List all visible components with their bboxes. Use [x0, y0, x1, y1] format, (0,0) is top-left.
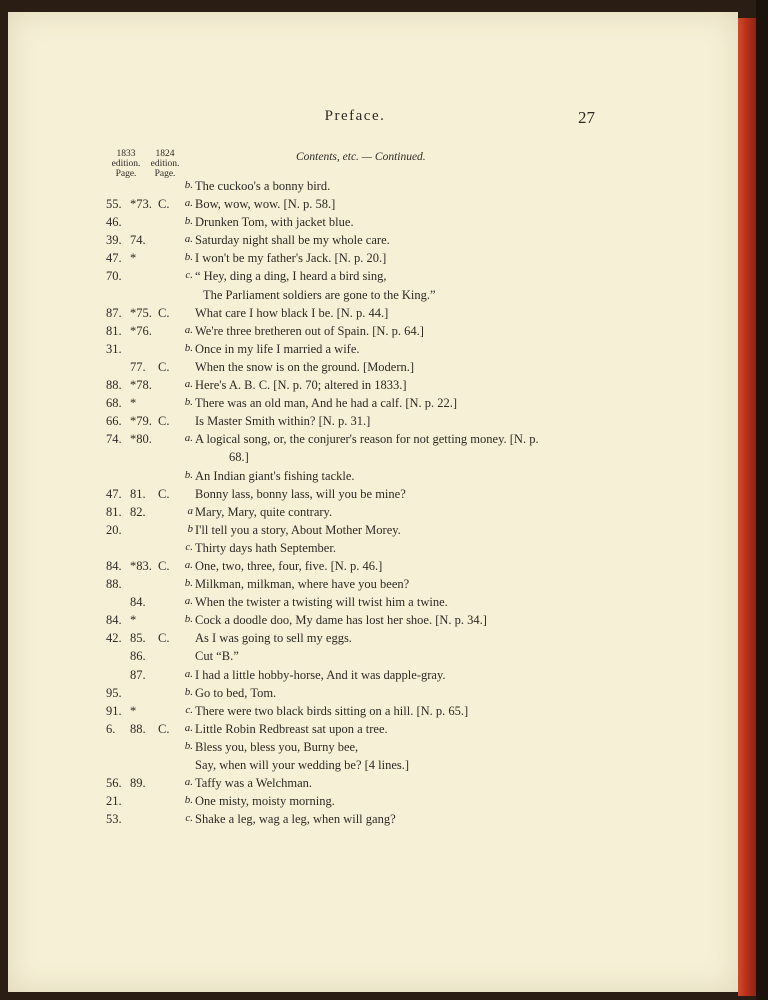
item-letter: b.	[184, 468, 193, 481]
item-letter: b.	[184, 341, 193, 354]
page-1833: 87.	[106, 305, 122, 320]
item-letter: c.	[185, 269, 193, 282]
page-1833: 47.	[106, 486, 122, 501]
contents-header: Contents, etc. — Continued.	[296, 151, 426, 163]
c-marker: C.	[158, 305, 170, 320]
page-1824: 87.	[130, 667, 146, 682]
page-1833: 84.	[106, 558, 122, 573]
entry-text: Taffy was a Welchman.	[195, 776, 313, 791]
entry-text: What care I how black I be. [N. p. 44.]	[195, 305, 389, 320]
page-1824: 84.	[130, 595, 146, 610]
list-item	[0, 215, 730, 233]
entry-text: The Parliament soldiers are gone to the King.”	[203, 287, 436, 302]
entry-text: I'll tell you a story, About Mother Morey.	[195, 522, 401, 537]
c-marker: C.	[158, 197, 170, 212]
page-1833: 95.	[106, 685, 122, 700]
page-1833: 88.	[106, 577, 122, 592]
list-item	[0, 396, 730, 414]
item-letter: b.	[184, 739, 193, 752]
item-letter: a.	[184, 595, 193, 608]
item-letter: a.	[184, 378, 193, 391]
entry-text: We're three bretheren out of Spain. [N. p. 64.]	[195, 323, 424, 338]
entry-text: An Indian giant's fishing tackle.	[195, 468, 355, 483]
page-1833: 88.	[106, 378, 122, 393]
entry-text: A logical song, or, the conjurer's reason for not getting money. [N. p.	[195, 432, 539, 447]
list-item	[0, 722, 730, 740]
entry-text: Shake a leg, wag a leg, when will gang?	[195, 812, 396, 827]
item-letter: b.	[184, 685, 193, 698]
entry-text: Milkman, milkman, where have you been?	[195, 577, 410, 592]
item-letter: c.	[185, 540, 193, 553]
page-1833: 56.	[106, 776, 122, 791]
entry-text: One misty, moisty morning.	[195, 794, 335, 809]
item-letter: a.	[184, 558, 193, 571]
page-1833: 68.	[106, 396, 122, 411]
page-red-edge	[738, 18, 756, 996]
item-letter: b.	[184, 179, 193, 191]
column-header-1833-text: 1833 edition. Page.	[111, 149, 141, 179]
entry-text: Bless you, bless you, Burny bee,	[195, 739, 359, 754]
page-1833: 20.	[106, 522, 122, 537]
entry-text: Bonny lass, bonny lass, will you be mine?	[195, 486, 406, 501]
c-marker: C.	[158, 359, 170, 374]
page-1824: 88.	[130, 721, 146, 736]
c-marker: C.	[158, 414, 170, 429]
page-1824: *79.	[130, 414, 152, 429]
entry-text: The cuckoo's a bonny bird.	[195, 179, 331, 193]
column-header-1833	[104, 149, 148, 179]
list-item	[0, 505, 730, 523]
page-1833: 53.	[106, 812, 122, 827]
entry-text: There were two black birds sitting on a hill. [N. p. 65.]	[195, 703, 469, 718]
list-item	[0, 523, 730, 541]
entry-text: Go to bed, Tom.	[195, 685, 277, 700]
entry-text: There was an old man, And he had a calf. [N. p. 22.]	[195, 396, 458, 411]
entry-text: Cut “B.”	[195, 649, 239, 664]
list-item	[0, 631, 730, 649]
page-1833: 55.	[106, 197, 122, 212]
entry-text: One, two, three, four, five. [N. p. 46.]	[195, 558, 383, 573]
page-1833: 66.	[106, 414, 122, 429]
page-1824: *83.	[130, 558, 152, 573]
page-1824: 89.	[130, 776, 146, 791]
page-1824: *	[130, 613, 137, 628]
page-1824: 81.	[130, 486, 146, 501]
page-1833: 74.	[106, 432, 122, 447]
page-1824: *80.	[130, 432, 152, 447]
page-1824: *78.	[130, 378, 152, 393]
list-item	[0, 469, 730, 487]
list-item	[0, 251, 730, 269]
page-1824: 85.	[130, 631, 146, 646]
item-letter: a.	[184, 197, 193, 210]
item-letter: b.	[184, 577, 193, 590]
c-marker: C.	[158, 721, 170, 736]
list-item	[0, 197, 730, 215]
scan-right-border	[756, 0, 768, 1000]
item-letter: c.	[185, 703, 193, 716]
page-1833: 70.	[106, 269, 122, 284]
list-item	[0, 794, 730, 812]
entry-text: Bow, wow, wow. [N. p. 58.]	[195, 197, 336, 212]
list-item	[0, 577, 730, 595]
list-item	[0, 233, 730, 251]
entry-text: As I was going to sell my eggs.	[195, 631, 352, 646]
list-item	[0, 450, 730, 468]
list-item	[0, 812, 730, 830]
item-letter: b	[187, 522, 193, 535]
list-item	[0, 432, 730, 450]
entry-text: 68.]	[229, 450, 249, 465]
item-letter: b.	[184, 613, 193, 626]
entry-text: Say, when will your wedding be? [4 lines.]	[195, 758, 410, 772]
list-item	[0, 595, 730, 613]
item-letter: b.	[184, 215, 193, 228]
list-item	[0, 306, 730, 324]
page-1833: 42.	[106, 631, 122, 646]
list-item	[0, 668, 730, 686]
list-item	[0, 613, 730, 631]
entry-text: Mary, Mary, quite contrary.	[195, 504, 333, 519]
item-letter: a.	[184, 233, 193, 246]
page-1833: 84.	[106, 613, 122, 628]
page-1824: *76.	[130, 323, 152, 338]
item-letter: a.	[184, 432, 193, 445]
running-title: Preface.	[324, 108, 386, 124]
contents-list	[0, 179, 730, 830]
page-1833: 47.	[106, 251, 122, 266]
scan-top-border	[0, 0, 768, 12]
page-1824: 82.	[130, 504, 146, 519]
entry-text: “ Hey, ding a ding, I heard a bird sing,	[195, 269, 387, 284]
page-1824: *	[130, 703, 137, 718]
list-item	[0, 414, 730, 432]
list-item	[0, 740, 730, 758]
list-item	[0, 269, 730, 287]
page-1833: 31.	[106, 341, 122, 356]
entry-text: I won't be my father's Jack. [N. p. 20.]	[195, 251, 387, 266]
page-1833: 46.	[106, 215, 122, 230]
item-letter: b.	[184, 794, 193, 807]
entry-text: When the snow is on the ground. [Modern.]	[195, 359, 415, 374]
page-1824: 86.	[130, 649, 146, 664]
entry-text: Once in my life I married a wife.	[195, 341, 360, 356]
item-letter: a.	[184, 667, 193, 680]
c-marker: C.	[158, 486, 170, 501]
list-item	[0, 704, 730, 722]
entry-text: Drunken Tom, with jacket blue.	[195, 215, 354, 230]
c-marker: C.	[158, 631, 170, 646]
page-1833: 39.	[106, 233, 122, 248]
page-1824: *	[130, 396, 137, 411]
page-number: 27	[578, 108, 595, 127]
entry-text: Little Robin Redbreast sat upon a tree.	[195, 721, 388, 736]
entry-text: Is Master Smith within? [N. p. 31.]	[195, 414, 371, 429]
list-item	[0, 360, 730, 378]
page-1833: 81.	[106, 504, 122, 519]
list-item	[0, 541, 730, 559]
page-1824: 77.	[130, 359, 146, 374]
list-item	[0, 288, 730, 306]
column-header-1824-text: 1824 edition. Page.	[150, 149, 180, 179]
c-marker: C.	[158, 558, 170, 573]
page-1833: 21.	[106, 794, 122, 809]
page-1824: *75.	[130, 305, 152, 320]
list-item	[0, 649, 730, 667]
page-1824: *	[130, 251, 137, 266]
list-item	[0, 686, 730, 704]
list-item	[0, 324, 730, 342]
item-letter: a.	[184, 721, 193, 734]
entry-text: Cock a doodle doo, My dame has lost her shoe. [N. p. 34.]	[195, 613, 487, 628]
item-letter: a.	[184, 323, 193, 336]
list-item	[0, 758, 730, 776]
list-item	[0, 179, 730, 197]
item-letter: a	[187, 504, 193, 517]
page-1833: 81.	[106, 323, 122, 338]
entry-text: Thirty days hath September.	[195, 540, 336, 555]
entry-text: I had a little hobby-horse, And it was dapple-gray.	[195, 667, 446, 682]
list-item	[0, 559, 730, 577]
item-letter: a.	[184, 776, 193, 789]
page-1833: 91.	[106, 703, 122, 718]
item-letter: b.	[184, 251, 193, 264]
list-item	[0, 487, 730, 505]
list-item	[0, 776, 730, 794]
entry-text: Here's A. B. C. [N. p. 70; altered in 1833.]	[195, 378, 407, 393]
page-1833: 6.	[106, 721, 116, 736]
page-1824: 74.	[130, 233, 146, 248]
column-header-1824	[145, 149, 185, 179]
item-letter: b.	[184, 396, 193, 409]
entry-text: Saturday night shall be my whole care.	[195, 233, 390, 248]
page-1824: *73.	[130, 197, 152, 212]
list-item	[0, 342, 730, 360]
list-item	[0, 378, 730, 396]
item-letter: c.	[185, 812, 193, 825]
entry-text: When the twister a twisting will twist him a twine.	[195, 595, 448, 610]
